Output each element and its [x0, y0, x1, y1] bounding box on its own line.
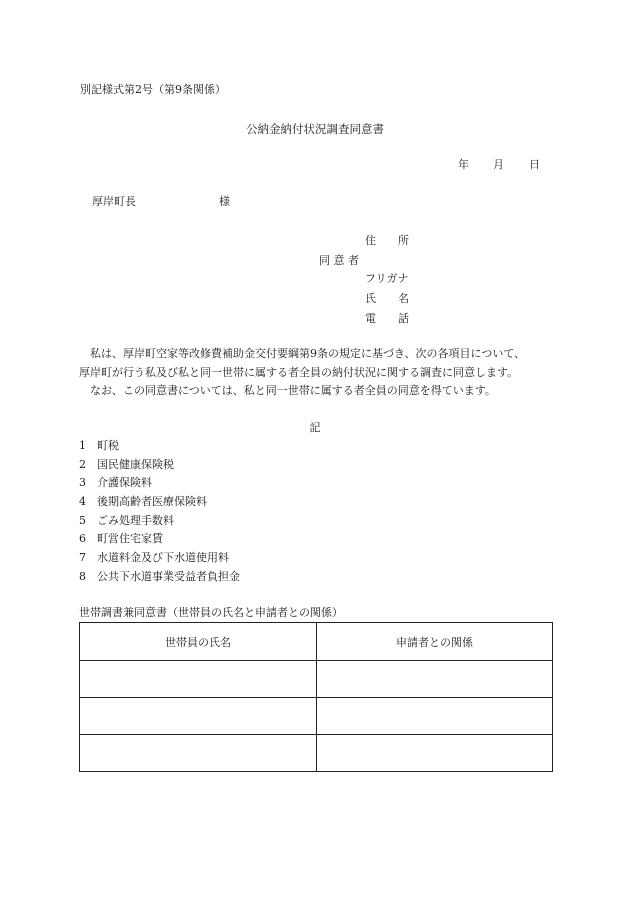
item-label: 後期高齢者医療保険料 — [97, 495, 207, 509]
table-caption: 世帯調書兼同意書（世帯員の氏名と申請者との関係） — [79, 606, 343, 619]
item-label: 公共下水道事業受益者負担金 — [97, 569, 240, 583]
item-label: 水道料金及び下水道使用料 — [97, 551, 229, 565]
statement-line: 厚岸町が行う私及び私と同一世帯に属する者全員の納付状況に関する調査に同意します。 — [79, 365, 519, 379]
item-label: ごみ処理手数料 — [97, 513, 174, 527]
member-name-cell[interactable] — [80, 698, 317, 735]
name-label: 氏 名 — [365, 292, 409, 305]
list-item — [79, 568, 240, 587]
furigana-label: フリガナ — [365, 272, 409, 285]
list-item — [79, 512, 240, 531]
item-number: 8 — [79, 569, 86, 583]
table-row — [80, 661, 553, 698]
item-label: 町税 — [97, 439, 119, 452]
table-row — [80, 735, 553, 772]
item-label: 国民健康保険税 — [97, 457, 174, 471]
ki-heading: 記 — [309, 421, 321, 434]
list-item — [79, 456, 240, 475]
relationship-cell[interactable] — [317, 698, 553, 735]
date-day-label: 日 — [529, 158, 540, 171]
list-item — [79, 530, 240, 549]
item-number: 6 — [79, 532, 86, 546]
member-name-cell[interactable] — [80, 661, 317, 698]
address-label: 住 所 — [365, 234, 409, 247]
form-number: 別記様式第2号（第9条関係） — [80, 83, 226, 96]
phone-label: 電 話 — [365, 312, 409, 325]
member-name-cell[interactable] — [80, 735, 317, 772]
relationship-cell[interactable] — [317, 661, 553, 698]
statement-line: 私は、厚岸町空家等改修費補助金交付要綱第9条の規定に基づき、次の各項目について、 — [90, 347, 526, 360]
item-number: 3 — [79, 476, 86, 490]
statement-line: なお、この同意書については、私と同一世帯に属する者全員の同意を得ています。 — [90, 384, 496, 397]
item-number: 2 — [79, 457, 86, 471]
list-item — [79, 493, 240, 512]
document-title: 公納金納付状況調査同意書 — [246, 122, 384, 136]
relationship-cell[interactable] — [317, 735, 553, 772]
item-number: 5 — [79, 513, 86, 527]
addressee-name: 厚岸町長 — [92, 195, 136, 208]
date-year-label: 年 — [458, 158, 469, 171]
list-item — [79, 549, 240, 568]
date-month-label: 月 — [493, 158, 504, 171]
item-number: 4 — [79, 495, 86, 509]
consenter-label: 同 意 者 — [319, 254, 359, 267]
column-header-relationship: 申請者との関係 — [317, 623, 553, 661]
item-number: 1 — [79, 439, 86, 452]
consent-statement — [79, 345, 559, 401]
column-header-member-name: 世帯員の氏名 — [80, 623, 317, 661]
item-number: 7 — [79, 551, 86, 565]
list-item — [79, 474, 240, 493]
item-label: 町営住宅家賃 — [97, 532, 163, 546]
table-header-row — [80, 623, 553, 661]
item-list — [79, 437, 240, 587]
list-item — [79, 437, 240, 456]
item-label: 介護保険料 — [97, 476, 152, 490]
household-table — [79, 622, 553, 772]
table-row — [80, 698, 553, 735]
addressee-honorific: 様 — [219, 195, 230, 208]
